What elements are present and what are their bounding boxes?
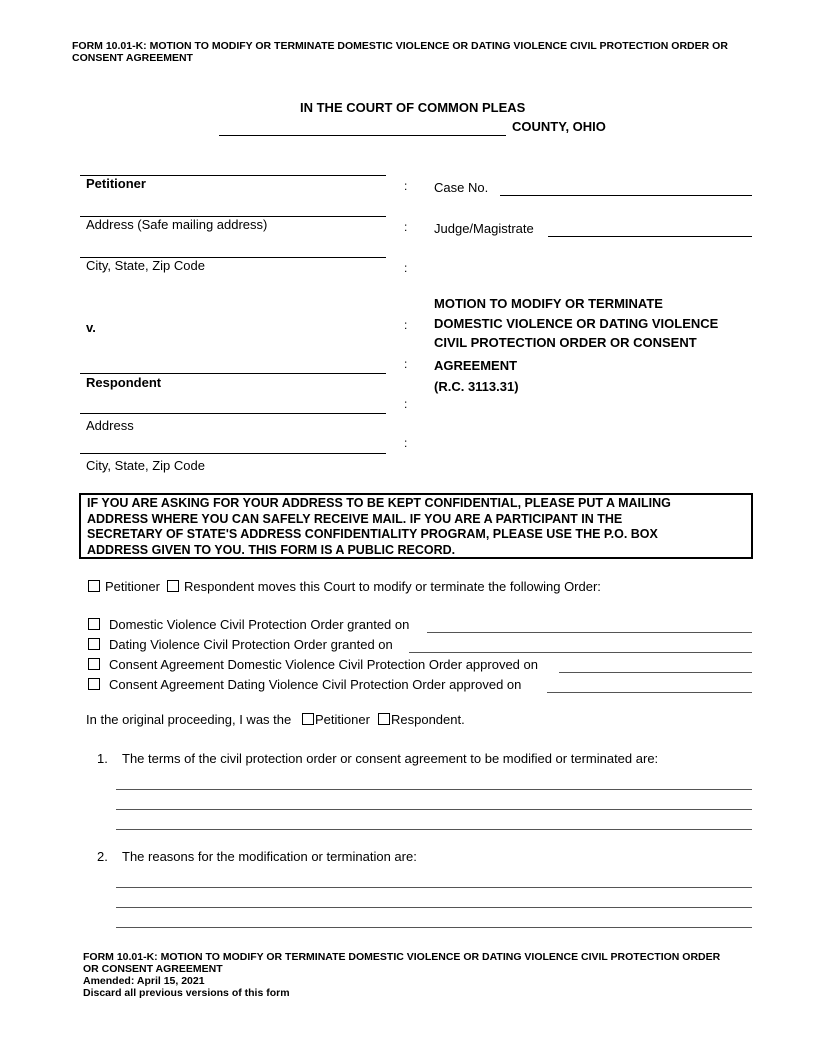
notice-line: ADDRESS GIVEN TO YOU. THIS FORM IS A PUBLIC RECORD. (87, 542, 456, 557)
respondent-city-label: City, State, Zip Code (86, 458, 205, 473)
footer-form-title: FORM 10.01-K: MOTION TO MODIFY OR TERMINATE DOMESTIC VIOLENCE OR DATING VIOLENCE CIVIL PROTECTION ORDER (83, 951, 721, 963)
motion-title-line: AGREEMENT (434, 358, 518, 373)
item-number: 2. (97, 849, 108, 864)
dv-cpo-checkbox[interactable] (88, 618, 100, 630)
ca-dv-date-line[interactable] (559, 672, 752, 673)
original-respondent-label: Respondent. (391, 712, 465, 727)
court-title: IN THE COURT OF COMMON PLEAS (300, 100, 526, 115)
confidentiality-notice (79, 493, 753, 559)
petitioner-address-label: Address (Safe mailing address) (86, 217, 268, 232)
judge-line[interactable] (548, 236, 752, 237)
dv-cpo-date-line[interactable] (427, 632, 752, 633)
motion-title-line: MOTION TO MODIFY OR TERMINATE (434, 296, 663, 311)
case-no-label: Case No. (434, 180, 489, 195)
ca-dating-date-line[interactable] (547, 692, 752, 693)
ca-dv-checkbox[interactable] (88, 658, 100, 670)
dating-cpo-checkbox[interactable] (88, 638, 100, 650)
terms-answer-line[interactable] (116, 829, 752, 830)
moving-respondent-checkbox[interactable] (167, 580, 179, 592)
caption-colon: : (404, 220, 408, 234)
caption-colon: : (404, 318, 408, 332)
respondent-address-label: Address (86, 418, 134, 433)
respondent-city-line[interactable] (80, 453, 386, 454)
form-header-line1: FORM 10.01-K: MOTION TO MODIFY OR TERMINATE DOMESTIC VIOLENCE OR DATING VIOLENCE CIVIL PROTECTION ORDER OR (72, 40, 728, 52)
original-respondent-checkbox[interactable] (378, 713, 390, 725)
original-petitioner-checkbox[interactable] (302, 713, 314, 725)
county-label: COUNTY, OHIO (512, 119, 606, 134)
caption-colon: : (404, 357, 408, 371)
notice-line: ADDRESS WHERE YOU CAN SAFELY RECEIVE MAIL. IF YOU ARE A PARTICIPANT IN THE (87, 511, 623, 526)
footer-amended-date: Amended: April 15, 2021 (83, 975, 205, 987)
terms-answer-line[interactable] (116, 809, 752, 810)
caption-colon: : (404, 397, 408, 411)
reasons-answer-line[interactable] (116, 927, 752, 928)
item-number: 1. (97, 751, 108, 766)
reasons-answer-line[interactable] (116, 907, 752, 908)
terms-answer-line[interactable] (116, 789, 752, 790)
moving-petitioner-checkbox[interactable] (88, 580, 100, 592)
dating-cpo-label: Dating Violence Civil Protection Order granted on (109, 637, 393, 652)
county-line[interactable] (219, 135, 506, 136)
footer-discard-note: Discard all previous versions of this form (83, 987, 290, 999)
form-header-line2: CONSENT AGREEMENT (72, 52, 193, 64)
moves-statement: Respondent moves this Court to modify or terminate the following Order: (184, 579, 601, 594)
dv-cpo-label: Domestic Violence Civil Protection Order granted on (109, 617, 410, 632)
motion-title-line: CIVIL PROTECTION ORDER OR CONSENT (434, 335, 697, 350)
terms-question: The terms of the civil protection order or consent agreement to be modified or terminated are: (122, 751, 659, 766)
notice-line: IF YOU ARE ASKING FOR YOUR ADDRESS TO BE KEPT CONFIDENTIAL, PLEASE PUT A MAILING (87, 496, 671, 510)
motion-title-line: DOMESTIC VIOLENCE OR DATING VIOLENCE (434, 316, 719, 331)
footer-form-title-cont: OR CONSENT AGREEMENT (83, 963, 223, 975)
moving-petitioner-label: Petitioner (105, 579, 160, 594)
original-petitioner-label: Petitioner (315, 712, 370, 727)
reasons-question: The reasons for the modification or termination are: (122, 849, 417, 864)
respondent-name-line[interactable] (80, 373, 386, 374)
judge-label: Judge/Magistrate (434, 221, 534, 236)
original-proceeding-label: In the original proceeding, I was the (86, 712, 292, 727)
case-no-line[interactable] (500, 195, 752, 196)
versus-label: v. (86, 320, 96, 335)
petitioner-city-label: City, State, Zip Code (86, 258, 205, 273)
ca-dating-checkbox[interactable] (88, 678, 100, 690)
caption-colon: : (404, 436, 408, 450)
ca-dating-label: Consent Agreement Dating Violence Civil Protection Order approved on (109, 677, 522, 692)
reasons-answer-line[interactable] (116, 887, 752, 888)
petitioner-label: Petitioner (86, 176, 146, 191)
respondent-address-line[interactable] (80, 413, 386, 414)
dating-cpo-date-line[interactable] (409, 652, 752, 653)
statute-reference: (R.C. 3113.31) (434, 379, 519, 394)
caption-colon: : (404, 261, 408, 275)
caption-colon: : (404, 179, 408, 193)
respondent-label: Respondent (86, 375, 162, 390)
ca-dv-label: Consent Agreement Domestic Violence Civil Protection Order approved on (109, 657, 538, 672)
notice-line: SECRETARY OF STATE'S ADDRESS CONFIDENTIALITY PROGRAM, PLEASE USE THE P.O. BOX (87, 527, 658, 541)
